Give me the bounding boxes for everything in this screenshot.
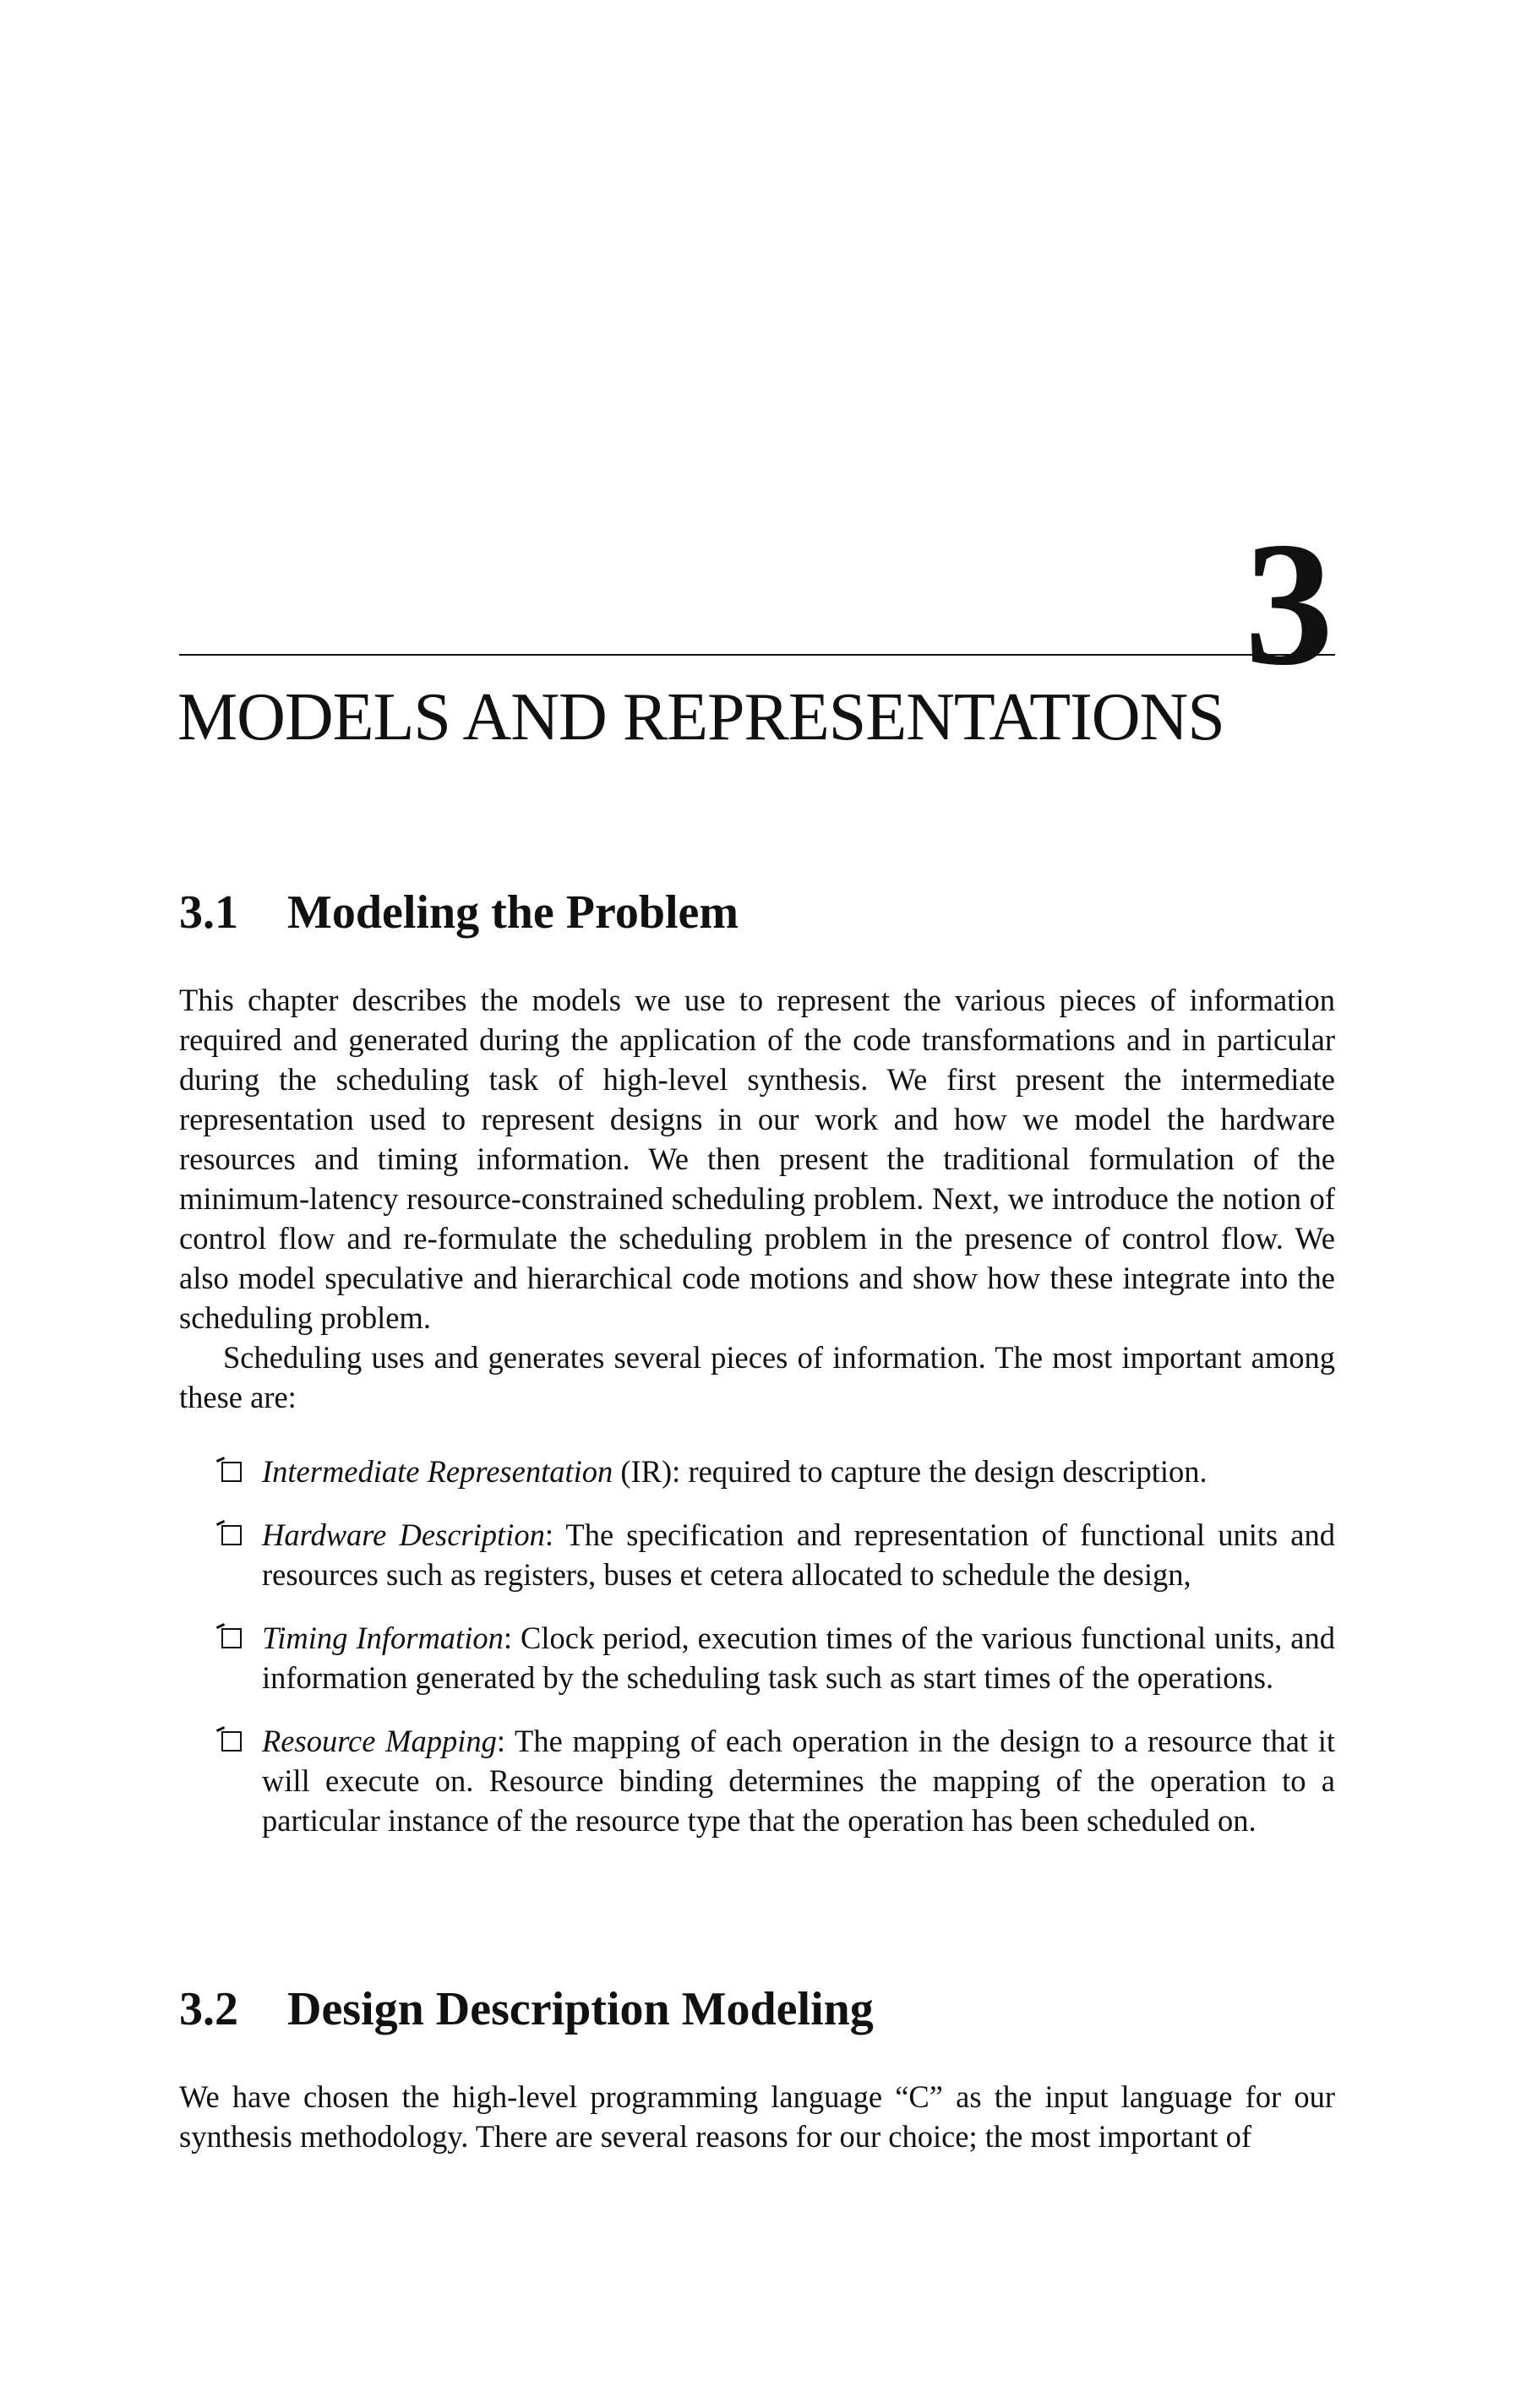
checkbox-bullet-icon	[221, 1525, 242, 1545]
chapter-title: MODELS AND REPRESENTATIONS	[177, 680, 1224, 755]
list-item-text: : The specification and representation of functional units and resources such as registers, buses et cetera allocated to schedule the design,	[262, 1517, 1335, 1592]
checkbox-bullet-icon	[221, 1731, 242, 1752]
paragraph: This chapter describes the models we use to represent the various pieces of information required and generated during the application of the code transformations and in particular during the scheduling task of high-level synthesis. We first present the intermediate representation used to represent designs in our work and how we model the hardware resources and timing information. We then present the traditional formulation of the minimum-latency resource-constrained scheduling problem. Next, we introduce the notion of control flow and re-formulate the scheduling problem in the presence of control flow. We also model speculative and hierarchical code motions and show how these integrate into the scheduling problem.	[179, 983, 1335, 1335]
list-item-term: Resource Mapping	[262, 1724, 497, 1758]
section-3-1-body	[179, 980, 1335, 1417]
list-item-text: : The mapping of each operation in the design to a resource that it will execute on. Resource binding determines the mapping of the operation to a particular instance of the resource type that the operation has been scheduled on.	[262, 1724, 1335, 1838]
paragraph: Scheduling uses and generates several pieces of information. The most important among these are:	[179, 1340, 1335, 1414]
list-item	[179, 1452, 1335, 1491]
list-item-text: : Clock period, execution times of the various functional units, and information generated by the scheduling task such as start times of the operations.	[262, 1621, 1335, 1695]
section-number: 3.1	[179, 886, 238, 939]
list-item-term: Timing Information	[262, 1621, 504, 1655]
list-item	[179, 1515, 1335, 1594]
list-item-term: Hardware Description	[262, 1517, 545, 1552]
section-heading-3-2	[179, 1984, 874, 2036]
section-title: Design Description Modeling	[287, 1983, 874, 2035]
list-item-term: Intermediate Representation	[262, 1454, 613, 1489]
section-3-2-body	[179, 2077, 1335, 2156]
list-item-text: (IR): required to capture the design description.	[613, 1454, 1208, 1489]
section-number: 3.2	[179, 1983, 238, 2035]
paragraph: We have chosen the high-level programming language “C” as the input language for our synthesis methodology. There are several reasons for our choice; the most important of	[179, 2079, 1335, 2154]
section-heading-3-1	[179, 887, 739, 940]
checkbox-bullet-icon	[221, 1628, 242, 1648]
list-item	[179, 1721, 1335, 1840]
chapter-rule	[179, 654, 1335, 656]
section-title: Modeling the Problem	[287, 886, 739, 939]
chapter-number: 3	[1245, 506, 1333, 702]
list-item	[179, 1618, 1335, 1697]
information-list	[179, 1452, 1335, 1864]
checkbox-bullet-icon	[221, 1462, 242, 1482]
